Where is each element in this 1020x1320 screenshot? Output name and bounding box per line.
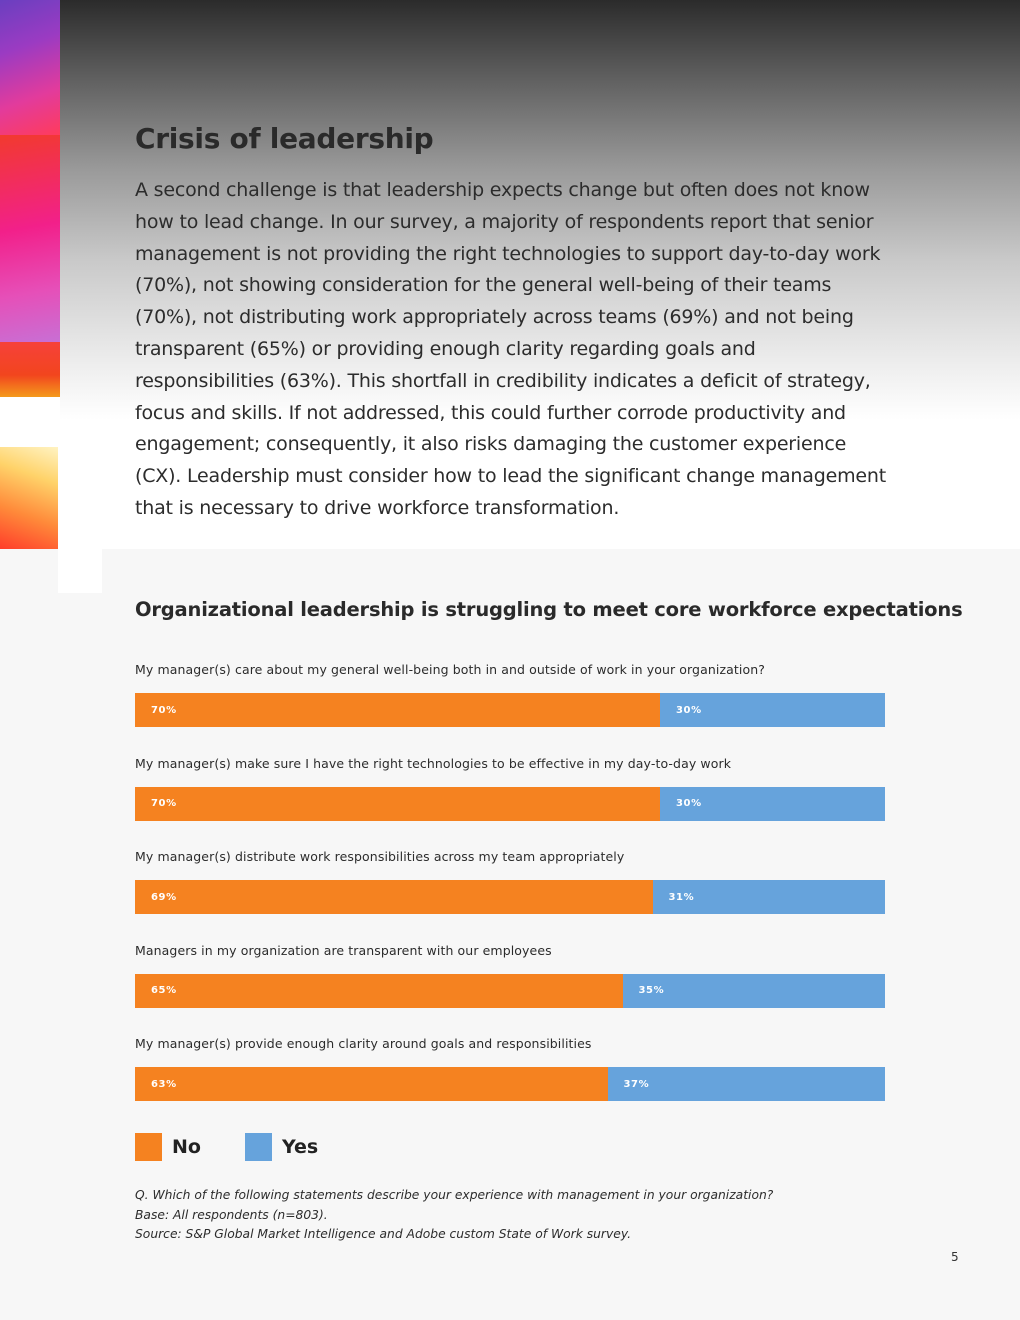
data-label: 70% (151, 704, 177, 716)
page-number: 5 (951, 1250, 959, 1264)
bar-segment-yes (660, 693, 885, 727)
category-label: Managers in my organization are transparent with our employees (135, 942, 552, 958)
data-label: 70% (151, 798, 177, 809)
legend-item-no (135, 1133, 201, 1161)
legend-label-no: No (172, 1136, 201, 1158)
stacked-bar-chart (135, 658, 885, 1126)
category-label: My manager(s) provide enough clarity around goals and responsibilities (135, 1036, 592, 1051)
data-label: 37% (623, 1078, 650, 1090)
bar-segment-yes (608, 1067, 886, 1101)
gradient-block-pink (0, 135, 60, 342)
category-label: My manager(s) distribute work responsibilities across my team appropriately (135, 849, 625, 864)
footnote-source: Source: S&P Global Market Intelligence and Adobe custom State of Work survey. (135, 1227, 632, 1241)
bar-segment-yes (623, 974, 886, 1008)
data-label: 65% (151, 985, 177, 996)
stacked-bar (135, 880, 885, 914)
bar-segment-no (135, 974, 623, 1008)
chart-row (135, 939, 885, 1033)
legend-label-yes: Yes (281, 1136, 319, 1158)
gradient-block-orange (0, 342, 60, 397)
body-paragraph: A second challenge is that leadership expects change but often does not know how to lead change. In our survey, a majority of respondents report that senior management is not providing the right technologies to support day-to-day work (70%), not showing consideration for the general well-being of their teams (70%), not distributing work appropriately across teams (69%) and not being transparent (65%) or providing enough clarity regarding goals and responsibilities (63%). This shortfall in credibility indicates a deficit of strategy, focus and skills. If not addressed, this could further corrode productivity and engagement; consequently, it also risks damaging the customer experience (CX). Leadership must consider how to lead the significant change management that is necessary to drive workforce transformation. (135, 179, 886, 519)
bar-segment-no (135, 693, 660, 727)
panel-ledge (58, 549, 102, 593)
chart-title: Organizational leadership is struggling to meet core workforce expectations (135, 598, 963, 621)
footnote-base: Base: All respondents (n=803). (135, 1207, 328, 1222)
chart-row (135, 752, 885, 846)
data-label: 63% (151, 1078, 177, 1090)
data-label: 35% (638, 985, 665, 996)
category-label: My manager(s) make sure I have the right technologies to be effective in my day-to-day work (135, 755, 732, 771)
stacked-bar (135, 787, 885, 821)
data-label: 69% (151, 891, 177, 903)
category-label: My manager(s) care about my general well-being both in and outside of work in your organization? (135, 662, 765, 677)
gradient-block-purple (0, 0, 60, 135)
footnote-question: Q. Which of the following statements describe your experience with management in your organization? (135, 1188, 774, 1202)
bar-segment-no (135, 787, 660, 821)
legend-swatch-yes (245, 1133, 272, 1161)
data-label: 30% (676, 704, 702, 716)
decorative-gradient-strip (0, 0, 60, 549)
chart-row (135, 658, 885, 752)
data-label: 30% (676, 798, 702, 809)
bar-segment-yes (653, 880, 886, 914)
bar-segment-no (135, 1067, 608, 1101)
legend-item-yes (245, 1133, 318, 1161)
chart-footnotes (135, 1186, 773, 1245)
chart-row (135, 845, 885, 939)
data-label: 31% (668, 891, 695, 903)
section-heading: Crisis of leadership (135, 122, 434, 155)
legend-swatch-no (135, 1133, 162, 1161)
chart-row (135, 1032, 885, 1126)
stacked-bar (135, 1067, 885, 1101)
chart-legend (135, 1133, 362, 1161)
bar-segment-no (135, 880, 653, 914)
stacked-bar (135, 974, 885, 1008)
gradient-block-yellow (0, 447, 58, 549)
stacked-bar (135, 693, 885, 727)
bar-segment-yes (660, 787, 885, 821)
